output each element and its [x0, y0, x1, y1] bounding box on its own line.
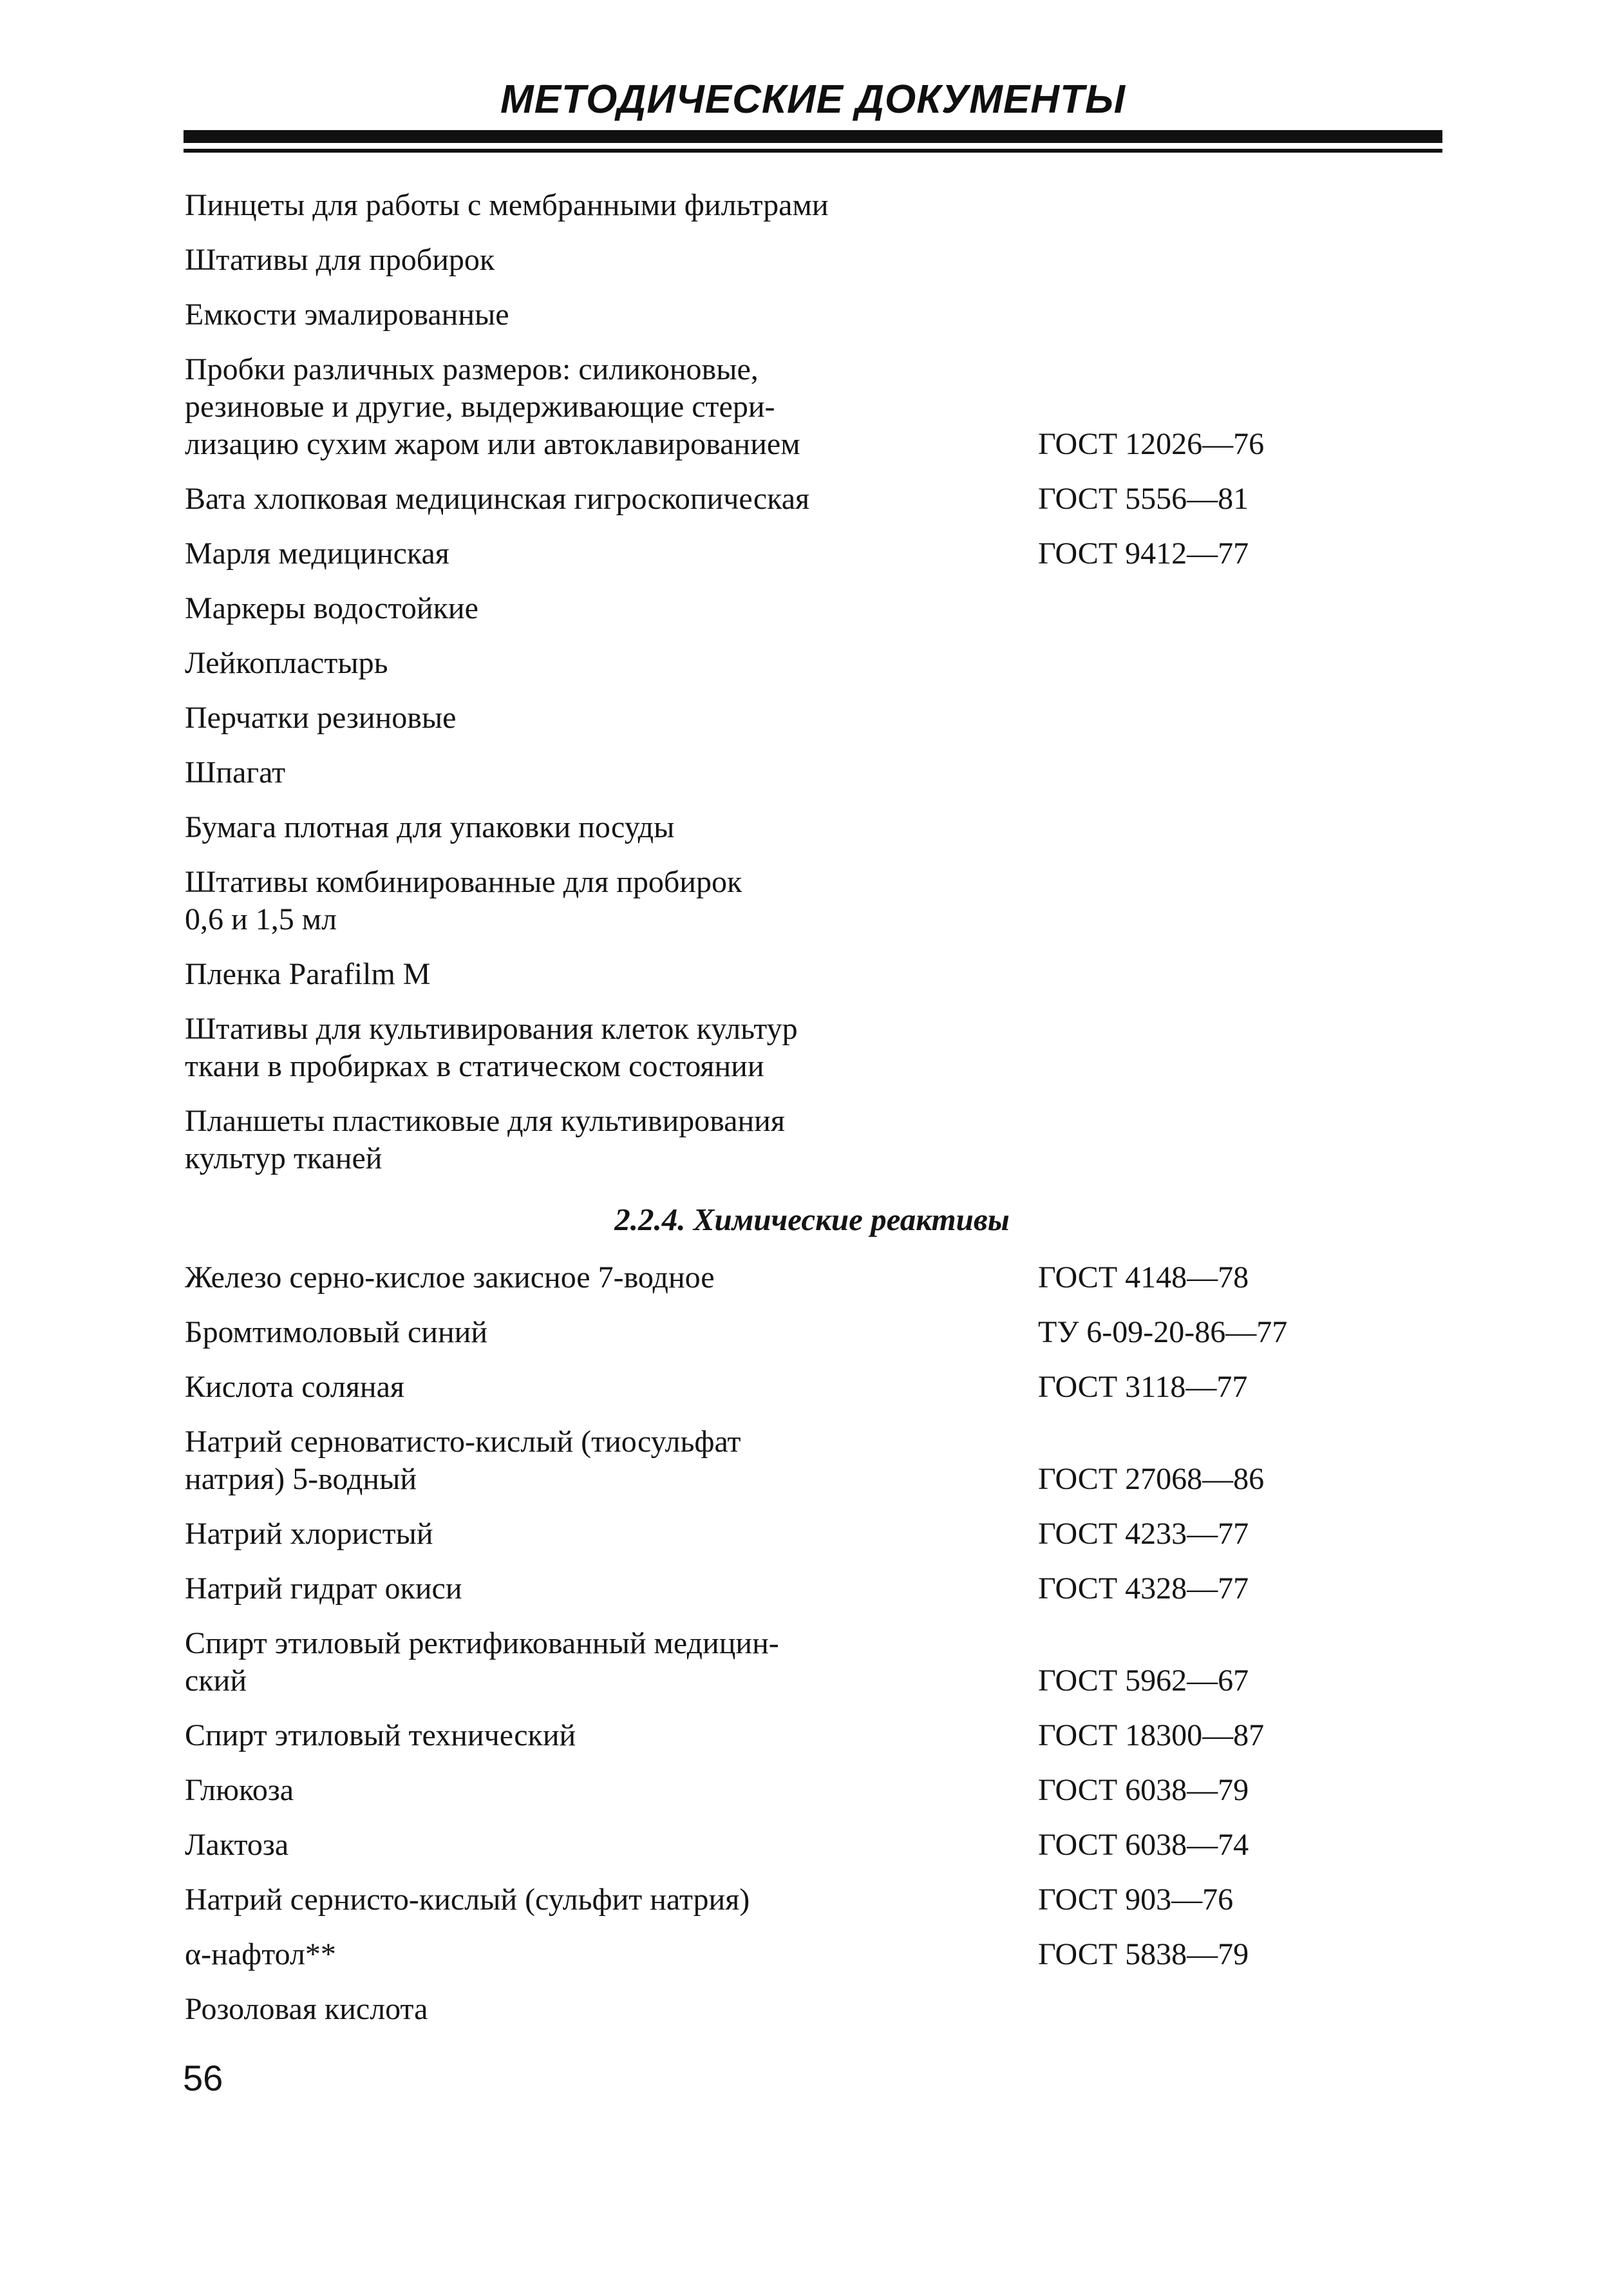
list-item	[185, 1826, 1344, 1864]
header-rule-thick	[184, 130, 1442, 143]
item-name: Бумага плотная для упаковки посуды	[185, 810, 675, 844]
list-item	[185, 754, 1344, 792]
page-number: 56	[183, 2058, 223, 2098]
item-standard: ГОСТ 5838—79	[1038, 1937, 1249, 1971]
item-name: Вата хлопковая медицинская гигроскопическая	[185, 482, 810, 516]
item-standard: ГОСТ 903—76	[1038, 1882, 1234, 1917]
item-name: Шпагат	[185, 755, 286, 790]
list-item	[185, 1717, 1344, 1754]
item-name: Лактоза	[185, 1828, 289, 1862]
header-title: МЕТОДИЧЕСКИЕ ДОКУМЕНТЫ	[500, 77, 1126, 122]
list-item	[185, 809, 1344, 846]
item-name: Натрий серноватисто-кислый (тиосульфат натрия) 5-водный	[185, 1425, 741, 1496]
list-item	[185, 1772, 1344, 1809]
item-name: Штативы для пробирок	[185, 243, 495, 277]
item-name: Перчатки резиновые	[185, 701, 457, 735]
list-item	[185, 864, 1344, 938]
list-item	[185, 480, 1344, 518]
list-item	[185, 1369, 1344, 1406]
item-standard: ГОСТ 3118—77	[1038, 1370, 1248, 1404]
item-name: α-нафтол**	[185, 1937, 336, 1971]
item-name: Пленка Parafilm M	[185, 957, 431, 991]
item-standard: ГОСТ 6038—79	[1038, 1773, 1249, 1807]
list-item	[185, 351, 1344, 463]
list-item	[185, 187, 1344, 224]
list-item	[185, 535, 1344, 573]
item-name: Лейкопластырь	[185, 646, 388, 680]
header-rule-thin	[184, 149, 1442, 153]
item-name: Спирт этиловый ректификованный медицин- ский	[185, 1626, 779, 1698]
item-name: Штативы для культивирования клеток культур ткани в пробирках в статическом состоянии	[185, 1012, 798, 1083]
item-standard: ГОСТ 4148—78	[1038, 1260, 1249, 1294]
item-name: Розоловая кислота	[185, 1992, 428, 2026]
reagents-list	[185, 1259, 1344, 2028]
list-item	[185, 1314, 1344, 1351]
item-name: Спирт этиловый технический	[185, 1718, 576, 1752]
list-item	[185, 645, 1344, 682]
item-name: Железо серно-кислое закисное 7-водное	[185, 1260, 715, 1294]
section-heading: 2.2.4. Химические реактивы	[614, 1202, 1010, 1237]
item-standard: ГОСТ 5962—67	[1038, 1664, 1249, 1698]
item-standard: ГОСТ 18300—87	[1038, 1718, 1265, 1752]
item-name: Натрий сернисто-кислый (сульфит натрия)	[185, 1882, 750, 1917]
item-name: Маркеры водостойкие	[185, 591, 478, 625]
list-item	[185, 296, 1344, 334]
list-item	[185, 1881, 1344, 1919]
item-name: Кислота соляная	[185, 1370, 404, 1404]
item-standard: ГОСТ 4233—77	[1038, 1517, 1249, 1551]
item-standard: ГОСТ 4328—77	[1038, 1571, 1249, 1606]
item-standard: ГОСТ 9412—77	[1038, 536, 1249, 571]
item-name: Марля медицинская	[185, 536, 449, 571]
list-item	[185, 1625, 1344, 1700]
item-standard: ГОСТ 6038—74	[1038, 1828, 1249, 1862]
list-item	[185, 590, 1344, 627]
list-item	[185, 1570, 1344, 1607]
item-name: Планшеты пластиковые для культивирования культур тканей	[185, 1104, 785, 1175]
item-name: Пробки различных размеров: силиконовые, резиновые и другие, выдерживающие стери- лизацию сухим жаром или автоклавированием	[185, 352, 800, 461]
item-standard: ГОСТ 5556—81	[1038, 482, 1249, 516]
list-item	[185, 956, 1344, 993]
item-name: Бромтимоловый синий	[185, 1315, 488, 1349]
item-standard: ГОСТ 27068—86	[1038, 1462, 1265, 1496]
list-item	[185, 1010, 1344, 1085]
list-item	[185, 1991, 1344, 2028]
list-item	[185, 1936, 1344, 1973]
list-item	[185, 699, 1344, 737]
list-item	[185, 1103, 1344, 1177]
list-item	[185, 1259, 1344, 1296]
item-name: Глюкоза	[185, 1773, 294, 1807]
item-name: Емкости эмалированные	[185, 298, 509, 332]
item-standard: ГОСТ 12026—76	[1038, 427, 1265, 461]
list-item	[185, 1423, 1344, 1498]
item-name: Штативы комбинированные для пробирок 0,6 и 1,5 мл	[185, 865, 742, 936]
item-name: Натрий гидрат окиси	[185, 1571, 462, 1606]
item-name: Натрий хлористый	[185, 1517, 433, 1551]
equipment-list	[185, 187, 1344, 1177]
item-standard: ТУ 6-09-20-86—77	[1038, 1315, 1288, 1349]
list-item	[185, 242, 1344, 279]
page-header	[184, 77, 1442, 153]
list-item	[185, 1515, 1344, 1553]
item-name: Пинцеты для работы с мембранными фильтрами	[185, 188, 829, 222]
